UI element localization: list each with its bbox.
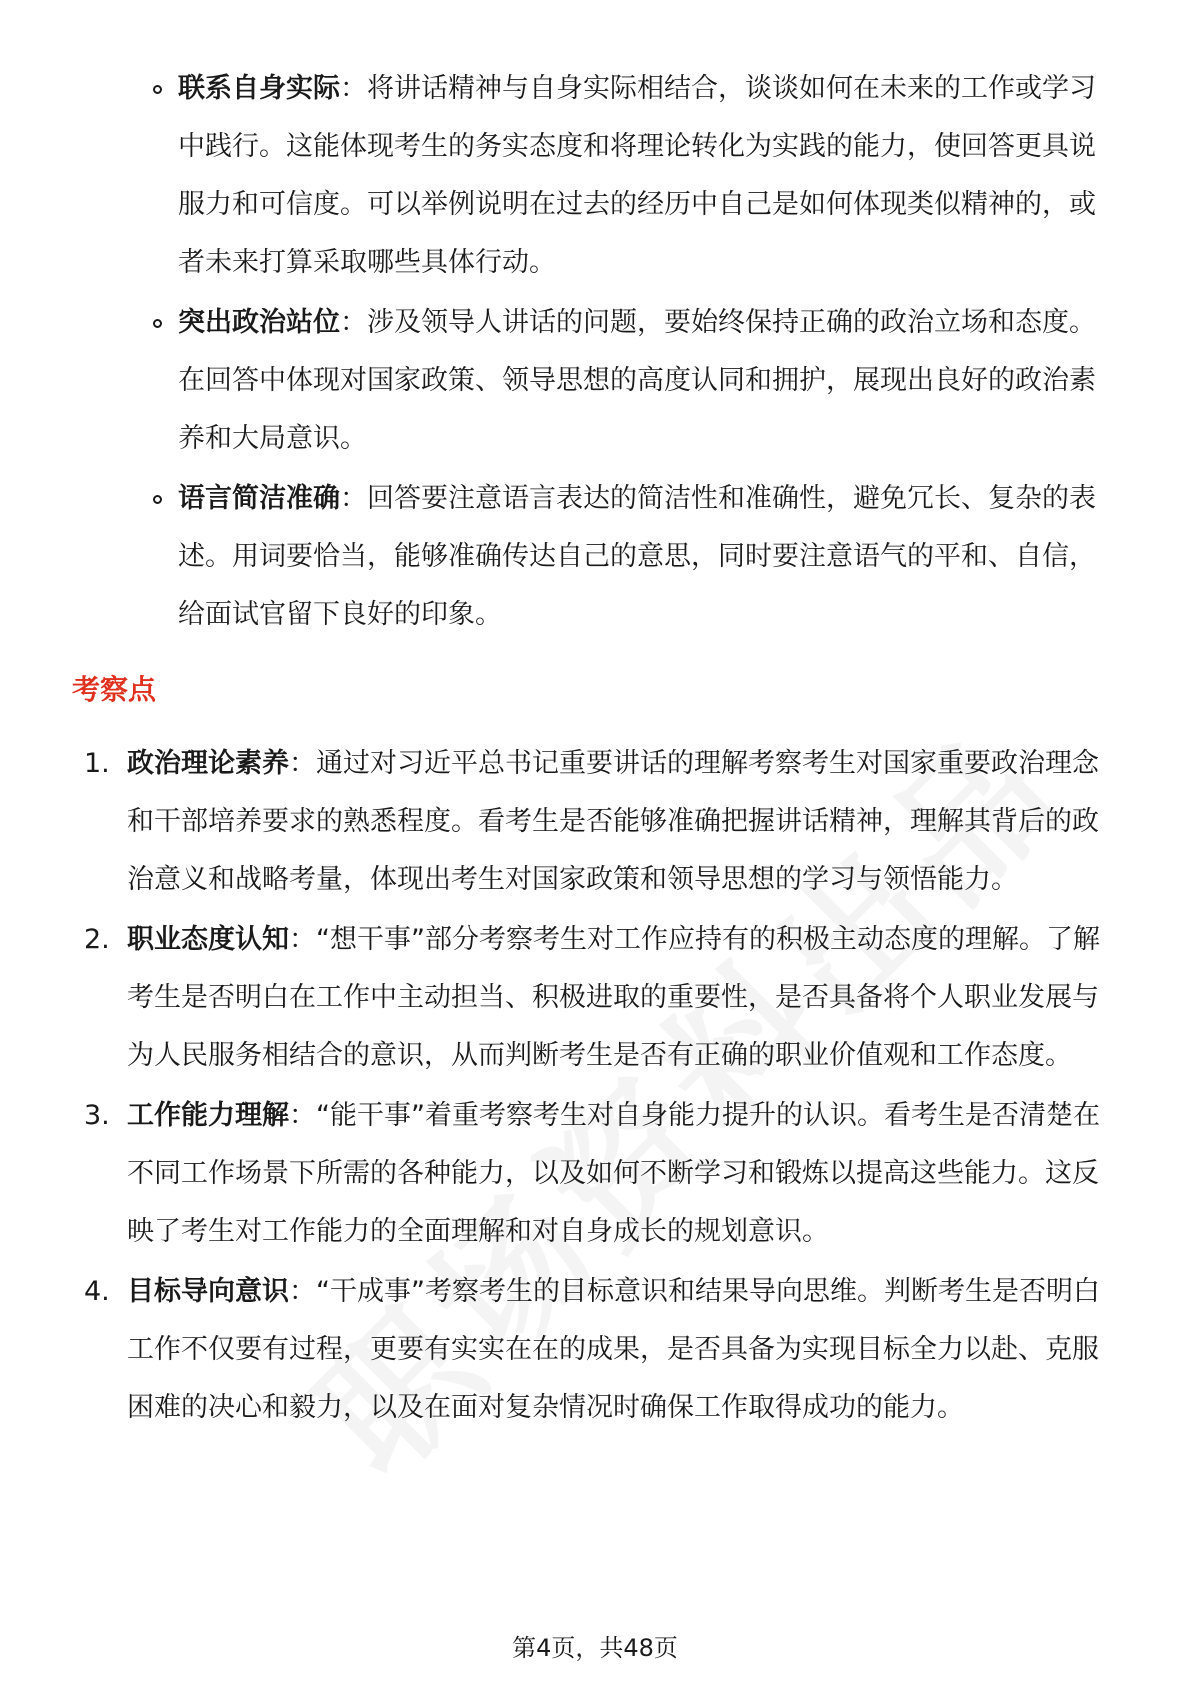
point-separator: ： xyxy=(289,1276,316,1307)
list-number: 2. xyxy=(84,924,110,955)
list-item xyxy=(140,470,1120,644)
circle-bullet-icon xyxy=(153,495,162,504)
list-item xyxy=(72,1087,1120,1261)
point-term: 工作能力理解 xyxy=(127,1100,289,1131)
point-term: 职业态度认知 xyxy=(127,924,289,955)
point-separator: ： xyxy=(289,1100,316,1131)
point-text: 通过对习近平总书记重要讲话的理解考察考生对国家重要政治理念和干部培养要求的熟悉程度。看考生是否能够准确把握讲话精神，理解其背后的政治意义和战略考量，体现出考生对国家政策和领导思想的学习与领悟能力。 xyxy=(127,748,1099,895)
point-separator: ： xyxy=(289,748,316,779)
point-term: 政治理论素养 xyxy=(127,748,289,779)
list-item xyxy=(140,60,1120,292)
circle-bullet-icon xyxy=(153,319,162,328)
section-heading: 考察点 xyxy=(72,673,157,706)
list-item xyxy=(72,1263,1120,1437)
bullet-text: 涉及领导人讲话的问题，要始终保持正确的政治立场和态度。在回答中体现对国家政策、领导思想的高度认同和拥护，展现出良好的政治素养和大局意识。 xyxy=(178,307,1096,454)
bullet-separator: ： xyxy=(340,73,367,104)
bullet-term: 突出政治站位 xyxy=(178,307,340,338)
bullet-separator: ： xyxy=(340,483,367,514)
bullet-text: 回答要注意语言表达的简洁性和准确性，避免冗长、复杂的表述。用词要恰当，能够准确传达自己的意思，同时要注意语气的平和、自信，给面试官留下良好的印象。 xyxy=(178,483,1096,630)
bullet-list xyxy=(140,60,1120,646)
point-text: “干成事”考察考生的目标意识和结果导向思维。判断考生是否明白工作不仅要有过程，更要有实实在在的成果，是否具备为实现目标全力以赴、克服困难的决心和毅力，以及在面对复杂情况时确保工作取得成功的能力。 xyxy=(127,1276,1100,1423)
numbered-list xyxy=(72,735,1120,1439)
bullet-separator: ： xyxy=(340,307,367,338)
point-term: 目标导向意识 xyxy=(127,1276,289,1307)
point-text: “能干事”着重考察考生对自身能力提升的认识。看考生是否清楚在不同工作场景下所需的各种能力，以及如何不断学习和锻炼以提高这些能力。这反映了考生对工作能力的全面理解和对自身成长的规划意识。 xyxy=(127,1100,1100,1247)
circle-bullet-icon xyxy=(153,85,162,94)
list-item xyxy=(72,735,1120,909)
list-number: 1. xyxy=(84,748,110,779)
bullet-term: 语言简洁准确 xyxy=(178,483,340,514)
point-separator: ： xyxy=(289,924,316,955)
bullet-term: 联系自身实际 xyxy=(178,73,340,104)
bullet-text: 将讲话精神与自身实际相结合，谈谈如何在未来的工作或学习中践行。这能体现考生的务实态度和将理论转化为实践的能力，使回答更具说服力和可信度。可以举例说明在过去的经历中自己是如何体现类似精神的，或者未来打算采取哪些具体行动。 xyxy=(178,73,1096,278)
point-text: “想干事”部分考察考生对工作应持有的积极主动态度的理解。了解考生是否明白在工作中主动担当、积极进取的重要性，是否具备将个人职业发展与为人民服务相结合的意识，从而判断考生是否有正确的职业价值观和工作态度。 xyxy=(127,924,1100,1071)
list-number: 4. xyxy=(84,1276,110,1307)
page-footer: 第4页，共48页 xyxy=(512,1634,678,1662)
list-item xyxy=(72,911,1120,1085)
list-number: 3. xyxy=(84,1100,110,1131)
list-item xyxy=(140,294,1120,468)
